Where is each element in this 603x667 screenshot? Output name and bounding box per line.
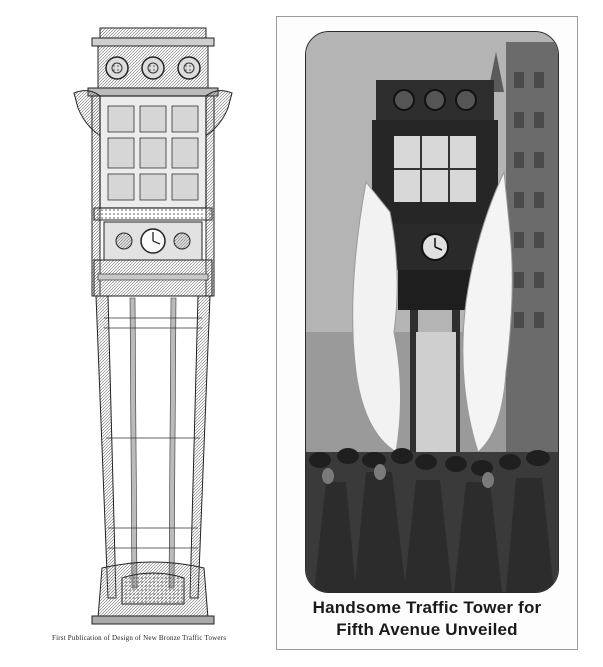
unveiling-photograph xyxy=(305,31,559,593)
unveiling-photo-illustration xyxy=(306,32,558,592)
headline-line-1: Handsome Traffic Tower for xyxy=(312,598,542,617)
tower-design-engraving-panel xyxy=(12,8,274,658)
engraving-caption: First Publication of Design of New Bronze Traffic Towers xyxy=(52,634,227,642)
headline-line-2: Fifth Avenue Unveiled xyxy=(336,620,518,639)
newspaper-clipping-panel xyxy=(276,16,578,650)
tower-engraving-illustration xyxy=(12,8,274,658)
newspaper-headline xyxy=(277,597,577,641)
